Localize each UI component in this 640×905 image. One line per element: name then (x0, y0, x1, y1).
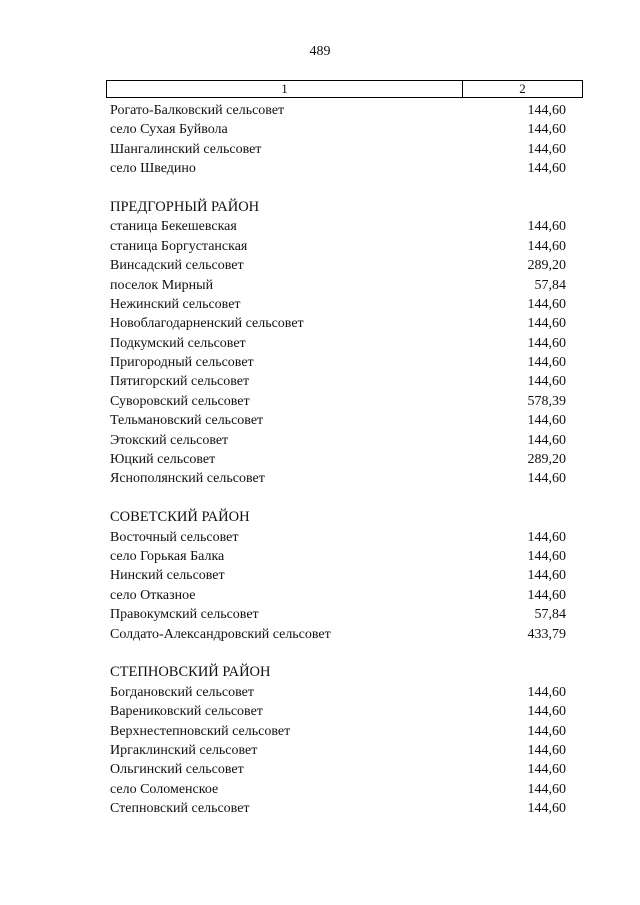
row-name: Пятигорский сельсовет (110, 374, 250, 390)
table-row (110, 741, 566, 760)
table-row (110, 760, 566, 779)
row-value: 144,60 (527, 161, 566, 177)
row-name: Яснополянский сельсовет (110, 471, 265, 487)
row-name: поселок Мирный (110, 277, 214, 293)
row-value: 578,39 (527, 393, 566, 409)
row-name: станица Боргустанская (110, 238, 248, 254)
table-row (110, 392, 566, 411)
table-row (110, 140, 566, 159)
table-row (110, 295, 566, 314)
table-row (110, 625, 566, 644)
row-value: 433,79 (527, 626, 566, 642)
table-row (110, 780, 566, 799)
table-row (110, 683, 566, 702)
table-row (110, 431, 566, 450)
table-row (110, 450, 566, 469)
row-value: 144,60 (527, 762, 566, 778)
row-name: село Шведино (110, 161, 196, 177)
table-row (110, 586, 566, 605)
table-row (110, 411, 566, 430)
table-row (110, 799, 566, 818)
row-value: 144,60 (527, 742, 566, 758)
table-row (110, 256, 566, 275)
row-value: 144,60 (527, 335, 566, 351)
row-value: 57,84 (534, 607, 566, 623)
table-row (110, 605, 566, 624)
row-value: 144,60 (527, 103, 566, 118)
row-value: 144,60 (527, 684, 566, 700)
row-value: 57,84 (534, 277, 566, 293)
row-value: 144,60 (527, 529, 566, 545)
table-row (110, 547, 566, 566)
table-row (110, 566, 566, 585)
section-spacer (110, 179, 566, 198)
row-value: 144,60 (527, 568, 566, 584)
row-value: 144,60 (527, 296, 566, 312)
column-header-2: 2 (519, 81, 526, 96)
row-name: Нежинский сельсовет (110, 296, 241, 312)
row-name: Новоблагодарненский сельсовет (110, 316, 304, 332)
table-row (110, 120, 566, 139)
row-value: 144,60 (527, 432, 566, 448)
table-row (110, 217, 566, 236)
row-name: Иргаклинский сельсовет (110, 742, 258, 758)
table-row (110, 334, 566, 353)
row-name: Юцкий сельсовет (110, 452, 216, 468)
section-title: СОВЕТСКИЙ РАЙОН (110, 509, 250, 526)
row-value: 144,60 (527, 587, 566, 603)
row-name: Нинский сельсовет (110, 568, 225, 584)
row-name: село Сухая Буйвола (110, 122, 228, 138)
table-row (110, 314, 566, 333)
row-name: Правокумский сельсовет (110, 607, 259, 623)
row-value: 144,60 (527, 471, 566, 487)
table-row (110, 702, 566, 721)
table-row (110, 528, 566, 547)
row-name: село Горькая Балка (110, 548, 225, 564)
page-number: 489 (309, 44, 331, 59)
table-row (110, 469, 566, 488)
table-row (110, 237, 566, 256)
table-row (110, 372, 566, 391)
row-name: станица Бекешевская (110, 219, 237, 235)
row-value: 144,60 (527, 374, 566, 390)
document-body (110, 101, 566, 818)
table-header (106, 80, 583, 98)
table-row (110, 101, 566, 120)
row-value: 144,60 (527, 413, 566, 429)
table-row (110, 353, 566, 372)
row-value: 144,60 (527, 548, 566, 564)
section-title: ПРЕДГОРНЫЙ РАЙОН (110, 198, 260, 215)
section-title: СТЕПНОВСКИЙ РАЙОН (110, 664, 271, 681)
row-value: 144,60 (527, 141, 566, 157)
row-value: 144,60 (527, 316, 566, 332)
row-value: 144,60 (527, 801, 566, 817)
table-row (110, 276, 566, 295)
row-value: 289,20 (527, 258, 566, 274)
section-spacer (110, 489, 566, 508)
row-value: 144,60 (527, 723, 566, 739)
row-name: Подкумский сельсовет (110, 335, 246, 351)
row-name: Ольгинский сельсовет (110, 762, 244, 778)
row-name: Верхнестепновский сельсовет (110, 723, 291, 739)
row-value: 289,20 (527, 452, 566, 468)
table-row (110, 722, 566, 741)
row-value: 144,60 (527, 238, 566, 254)
row-value: 144,60 (527, 355, 566, 371)
row-name: Богдановский сельсовет (110, 684, 254, 700)
row-value: 144,60 (527, 122, 566, 138)
row-value: 144,60 (527, 219, 566, 235)
row-name: село Соломенское (110, 781, 219, 797)
row-name: Пригородный сельсовет (110, 355, 254, 371)
table-row (110, 159, 566, 178)
row-value: 144,60 (527, 781, 566, 797)
row-name: Рогато-Балковский сельсовет (110, 103, 285, 118)
row-name: село Отказное (110, 587, 196, 603)
row-name: Шангалинский сельсовет (110, 141, 262, 157)
row-name: Винсадский сельсовет (110, 258, 244, 274)
row-name: Солдато-Александровский сельсовет (110, 626, 331, 642)
row-name: Суворовский сельсовет (110, 393, 250, 409)
column-header-1: 1 (107, 81, 463, 97)
row-name: Тельмановский сельсовет (110, 413, 264, 429)
row-name: Восточный сельсовет (110, 529, 239, 545)
section-spacer (110, 644, 566, 663)
row-name: Этокский сельсовет (110, 432, 229, 448)
row-value: 144,60 (527, 704, 566, 720)
row-name: Варениковский сельсовет (110, 704, 263, 720)
row-name: Степновский сельсовет (110, 801, 250, 817)
